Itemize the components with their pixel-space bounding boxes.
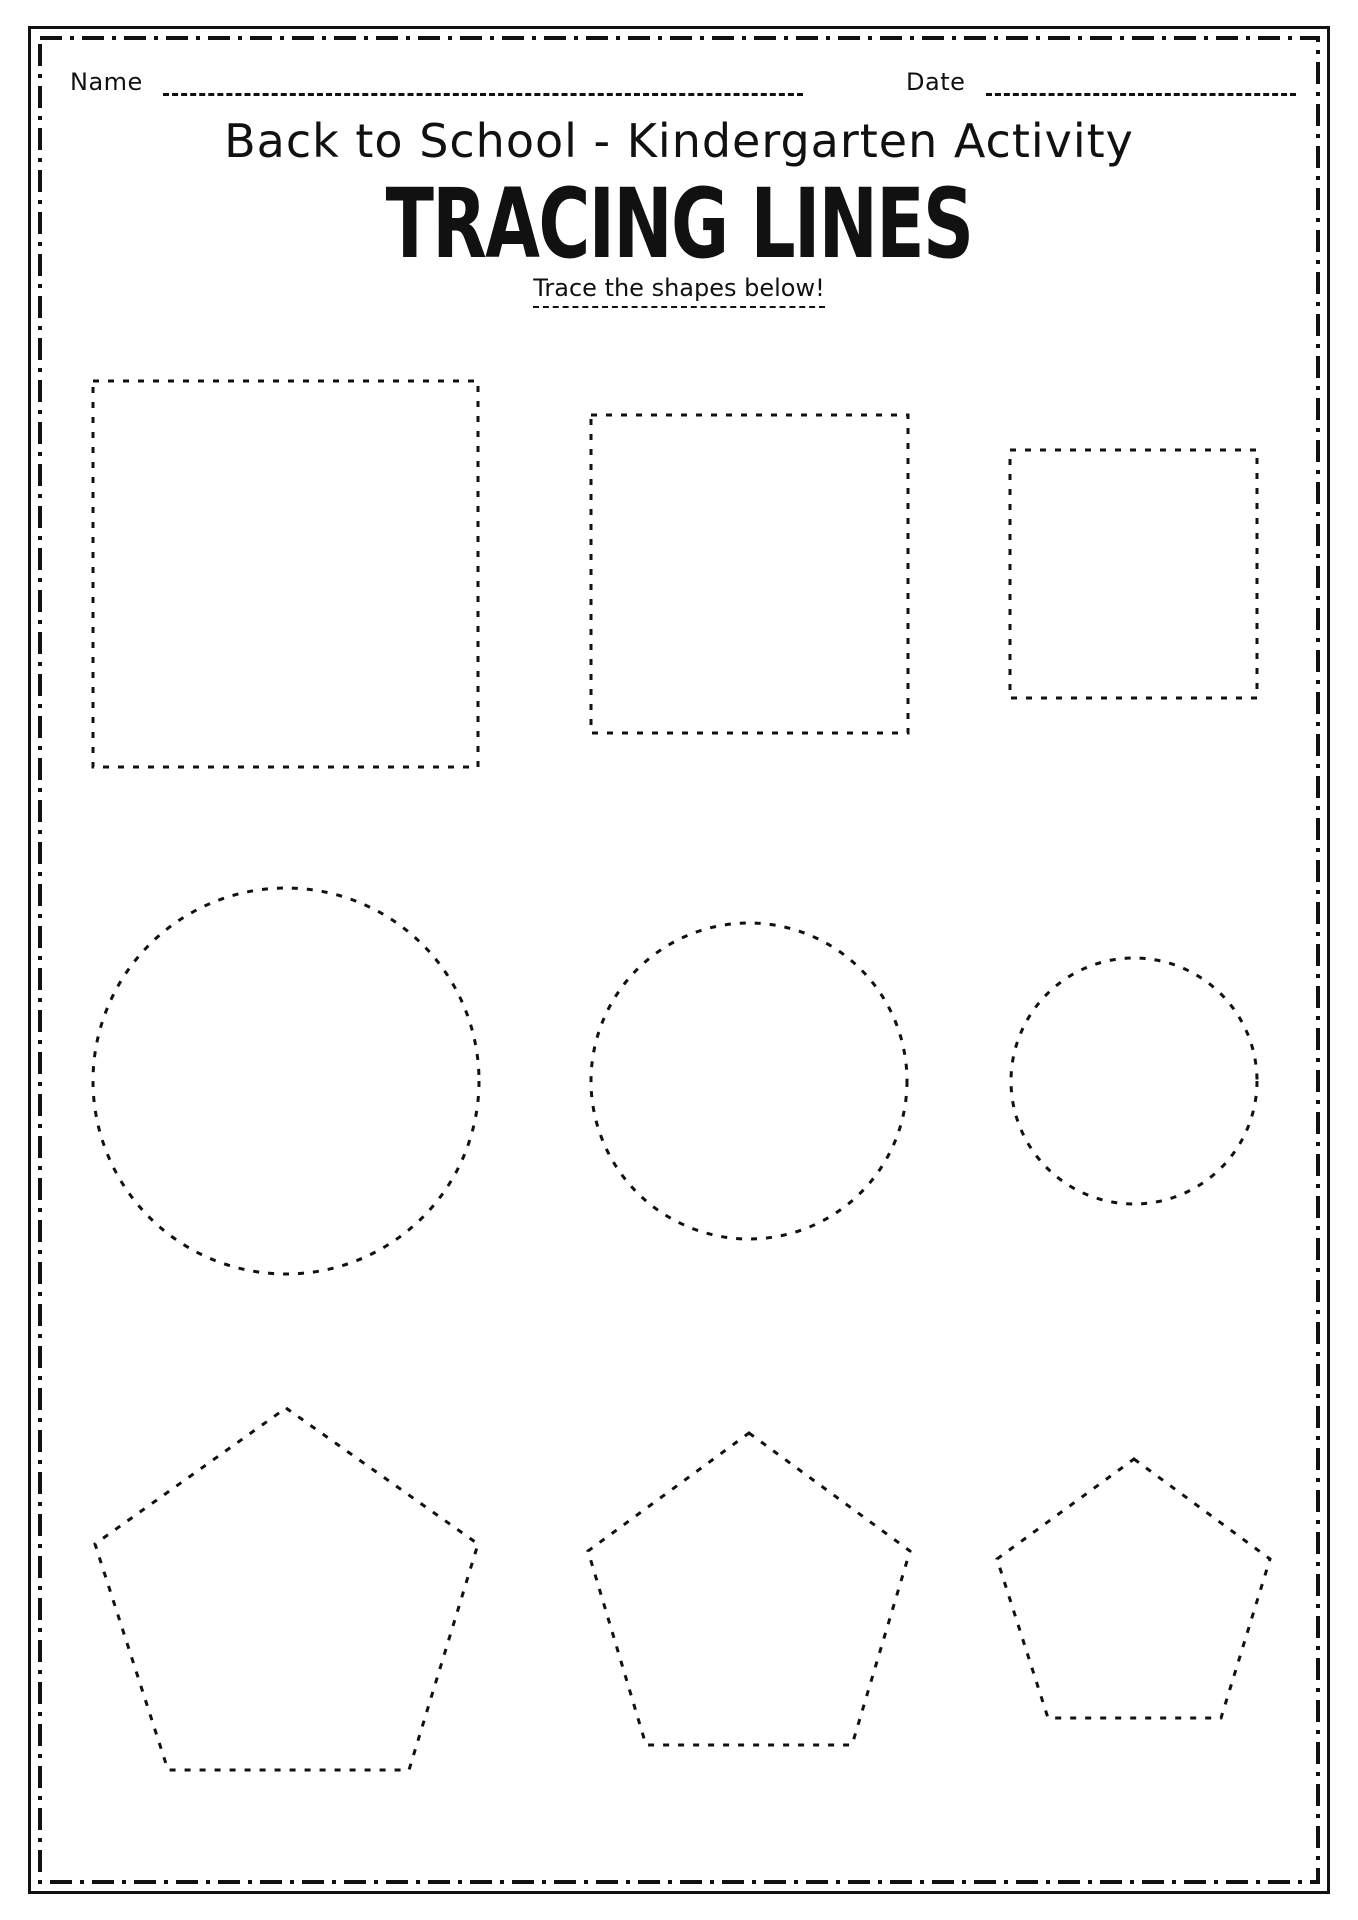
circle-small[interactable]: [1011, 958, 1257, 1204]
instruction-text: Trace the shapes below!: [533, 274, 824, 308]
pentagon-large[interactable]: [95, 1408, 478, 1770]
pentagon-medium[interactable]: [588, 1433, 910, 1745]
worksheet-subtitle: Back to School - Kindergarten Activity: [224, 114, 1134, 168]
circle-large[interactable]: [93, 888, 479, 1274]
pentagon-small[interactable]: [997, 1459, 1270, 1718]
square-medium[interactable]: [591, 415, 908, 733]
worksheet-title: TRACING LINES: [385, 168, 973, 280]
square-large[interactable]: [93, 381, 478, 767]
date-label: Date: [906, 68, 966, 96]
circle-medium[interactable]: [591, 923, 907, 1239]
name-label: Name: [70, 68, 143, 96]
square-small[interactable]: [1010, 450, 1257, 698]
